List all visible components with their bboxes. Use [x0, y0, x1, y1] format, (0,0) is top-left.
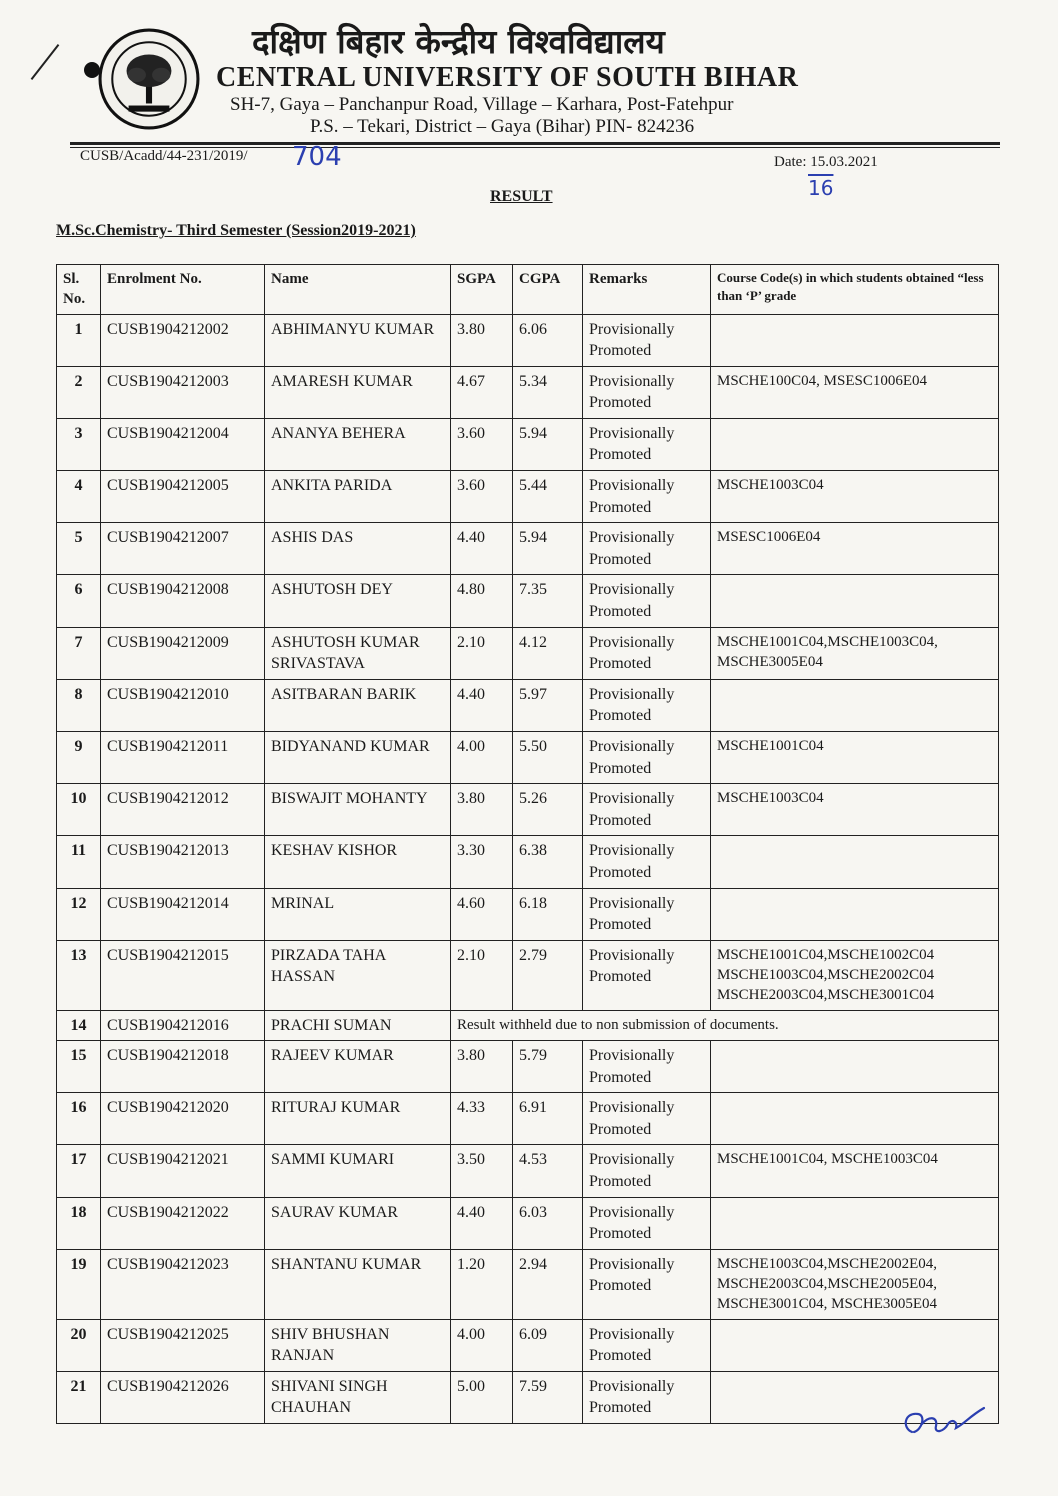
- cell-sl-no: 5: [57, 523, 101, 575]
- cell-sl-no: 14: [57, 1010, 101, 1041]
- cell-cgpa: 7.59: [513, 1371, 583, 1423]
- cell-remarks: Provisionally Promoted: [583, 1145, 711, 1197]
- table-row: [57, 732, 999, 784]
- issue-date: Date: 15.03.2021: [774, 154, 878, 170]
- cell-enrolment-no: CUSB1904212012: [101, 784, 265, 836]
- header-name: Name: [265, 265, 451, 315]
- table-row: [57, 418, 999, 470]
- cell-sl-no: 16: [57, 1093, 101, 1145]
- table-row: [57, 471, 999, 523]
- cell-cgpa: 4.53: [513, 1145, 583, 1197]
- table-row: [57, 836, 999, 888]
- table-row: [57, 1093, 999, 1145]
- cell-sl-no: 17: [57, 1145, 101, 1197]
- cell-sl-no: 18: [57, 1197, 101, 1249]
- cell-sl-no: 12: [57, 888, 101, 940]
- header-remarks: Remarks: [583, 265, 711, 315]
- cell-enrolment-no: CUSB1904212026: [101, 1371, 265, 1423]
- table-row: [57, 888, 999, 940]
- cell-course-codes: MSCHE1003C04,MSCHE2002E04, MSCHE2003C04,MSCHE2005E04, MSCHE3001C04, MSCHE3005E04: [711, 1249, 999, 1319]
- cell-sgpa: 3.60: [451, 418, 513, 470]
- cell-cgpa: 5.94: [513, 418, 583, 470]
- cell-cgpa: 5.94: [513, 523, 583, 575]
- cell-name: SHANTANU KUMAR: [265, 1249, 451, 1319]
- cell-cgpa: 6.09: [513, 1319, 583, 1371]
- header-rule-thick: [70, 142, 1000, 145]
- header-course-codes: Course Code(s) in which students obtained “less than ‘P’ grade: [711, 265, 999, 315]
- cell-name: MRINAL: [265, 888, 451, 940]
- cell-name: SAMMI KUMARI: [265, 1145, 451, 1197]
- cell-sgpa: 3.50: [451, 1145, 513, 1197]
- cell-cgpa: 6.91: [513, 1093, 583, 1145]
- cell-sgpa: 3.80: [451, 784, 513, 836]
- handwritten-signature: [898, 1402, 990, 1446]
- cell-course-codes: MSCHE100C04, MSESC1006E04: [711, 366, 999, 418]
- cell-remarks: Provisionally Promoted: [583, 627, 711, 679]
- cell-enrolment-no: CUSB1904212023: [101, 1249, 265, 1319]
- cell-cgpa: 5.50: [513, 732, 583, 784]
- cell-sl-no: 2: [57, 366, 101, 418]
- cell-sgpa: 4.80: [451, 575, 513, 627]
- cell-sl-no: 21: [57, 1371, 101, 1423]
- cell-sl-no: 6: [57, 575, 101, 627]
- table-row: [57, 1145, 999, 1197]
- document-title: RESULT: [490, 188, 553, 205]
- cell-enrolment-no: CUSB1904212011: [101, 732, 265, 784]
- cell-cgpa: 7.35: [513, 575, 583, 627]
- cell-course-codes: MSCHE1003C04: [711, 784, 999, 836]
- cell-sgpa: 4.00: [451, 732, 513, 784]
- cell-enrolment-no: CUSB1904212013: [101, 836, 265, 888]
- cell-course-codes: [711, 888, 999, 940]
- table-row: [57, 366, 999, 418]
- cell-sl-no: 9: [57, 732, 101, 784]
- cell-course-codes: [711, 418, 999, 470]
- cell-remarks: Provisionally Promoted: [583, 1093, 711, 1145]
- handwritten-reference-number: 704: [292, 142, 342, 172]
- cell-remarks: Provisionally Promoted: [583, 1249, 711, 1319]
- pen-stroke-mark: [31, 44, 60, 80]
- cell-enrolment-no: CUSB1904212007: [101, 523, 265, 575]
- cell-sl-no: 4: [57, 471, 101, 523]
- cell-sgpa: 4.40: [451, 1197, 513, 1249]
- cell-enrolment-no: CUSB1904212016: [101, 1010, 265, 1041]
- cell-sgpa: 4.33: [451, 1093, 513, 1145]
- table-row: [57, 1010, 999, 1041]
- cell-sgpa: 4.40: [451, 523, 513, 575]
- cell-cgpa: 5.79: [513, 1041, 583, 1093]
- cell-name: KESHAV KISHOR: [265, 836, 451, 888]
- results-table-body: [57, 314, 999, 1423]
- cell-remarks: Provisionally Promoted: [583, 888, 711, 940]
- cell-enrolment-no: CUSB1904212005: [101, 471, 265, 523]
- cell-course-codes: [711, 1093, 999, 1145]
- cell-name: ASITBARAN BARIK: [265, 679, 451, 731]
- cell-sl-no: 19: [57, 1249, 101, 1319]
- university-name-hindi: दक्षिण बिहार केन्द्रीय विश्वविद्यालय: [252, 22, 665, 61]
- cell-remarks: Provisionally Promoted: [583, 679, 711, 731]
- cell-enrolment-no: CUSB1904212004: [101, 418, 265, 470]
- cell-sgpa: 3.60: [451, 471, 513, 523]
- table-row: [57, 1197, 999, 1249]
- table-row: [57, 1319, 999, 1371]
- cell-sgpa: 4.00: [451, 1319, 513, 1371]
- cell-name: RAJEEV KUMAR: [265, 1041, 451, 1093]
- cell-remarks: Provisionally Promoted: [583, 1371, 711, 1423]
- header-sl: Sl. No.: [57, 265, 101, 315]
- cell-remarks: Provisionally Promoted: [583, 366, 711, 418]
- cell-course-codes: [711, 836, 999, 888]
- cell-sgpa: 4.67: [451, 366, 513, 418]
- cell-course-codes: MSCHE1001C04, MSCHE1003C04: [711, 1145, 999, 1197]
- table-header-row: [57, 265, 999, 315]
- cell-course-codes: MSCHE1003C04: [711, 471, 999, 523]
- cell-course-codes: MSCHE1001C04: [711, 732, 999, 784]
- cell-sgpa: 2.10: [451, 940, 513, 1010]
- cell-enrolment-no: CUSB1904212008: [101, 575, 265, 627]
- table-row: [57, 314, 999, 366]
- cell-course-codes: [711, 1319, 999, 1371]
- cell-name: PIRZADA TAHA HASSAN: [265, 940, 451, 1010]
- table-row: [57, 1371, 999, 1423]
- table-row: [57, 575, 999, 627]
- cell-sgpa: 3.30: [451, 836, 513, 888]
- cell-remarks: Provisionally Promoted: [583, 1041, 711, 1093]
- cell-name: BISWAJIT MOHANTY: [265, 784, 451, 836]
- university-name-english: CENTRAL UNIVERSITY OF SOUTH BIHAR: [216, 62, 799, 93]
- header-sgpa: SGPA: [451, 265, 513, 315]
- cell-course-codes: [711, 314, 999, 366]
- cell-name: ASHUTOSH DEY: [265, 575, 451, 627]
- cell-name: SHIV BHUSHAN RANJAN: [265, 1319, 451, 1371]
- table-row: [57, 940, 999, 1010]
- cell-sl-no: 15: [57, 1041, 101, 1093]
- cell-sl-no: 7: [57, 627, 101, 679]
- cell-name: AMARESH KUMAR: [265, 366, 451, 418]
- cell-name: ASHIS DAS: [265, 523, 451, 575]
- cell-cgpa: 5.34: [513, 366, 583, 418]
- cell-cgpa: 2.79: [513, 940, 583, 1010]
- cell-sgpa: 4.40: [451, 679, 513, 731]
- cell-sl-no: 13: [57, 940, 101, 1010]
- cell-cgpa: 5.44: [513, 471, 583, 523]
- cell-sl-no: 20: [57, 1319, 101, 1371]
- cell-course-codes: MSESC1006E04: [711, 523, 999, 575]
- header-cgpa: CGPA: [513, 265, 583, 315]
- cell-course-codes: MSCHE1001C04,MSCHE1003C04, MSCHE3005E04: [711, 627, 999, 679]
- table-row: [57, 679, 999, 731]
- cell-course-codes: [711, 679, 999, 731]
- cell-sgpa: 3.80: [451, 314, 513, 366]
- cell-remarks: Provisionally Promoted: [583, 1319, 711, 1371]
- cell-sgpa: 3.80: [451, 1041, 513, 1093]
- table-row: [57, 627, 999, 679]
- cell-enrolment-no: CUSB1904212025: [101, 1319, 265, 1371]
- cell-cgpa: 6.06: [513, 314, 583, 366]
- cell-remarks: Provisionally Promoted: [583, 836, 711, 888]
- cell-remarks: Provisionally Promoted: [583, 575, 711, 627]
- cell-enrolment-no: CUSB1904212014: [101, 888, 265, 940]
- results-table: [56, 264, 999, 1424]
- cell-name: SAURAV KUMAR: [265, 1197, 451, 1249]
- table-row: [57, 1249, 999, 1319]
- cell-course-codes: [711, 1197, 999, 1249]
- cell-enrolment-no: CUSB1904212009: [101, 627, 265, 679]
- cell-name: ASHUTOSH KUMAR SRIVASTAVA: [265, 627, 451, 679]
- cell-sl-no: 3: [57, 418, 101, 470]
- cell-cgpa: 6.38: [513, 836, 583, 888]
- cell-name: SHIVANI SINGH CHAUHAN: [265, 1371, 451, 1423]
- cell-remarks: Provisionally Promoted: [583, 940, 711, 1010]
- cell-enrolment-no: CUSB1904212010: [101, 679, 265, 731]
- table-row: [57, 523, 999, 575]
- cell-withheld-note: Result withheld due to non submission of documents.: [451, 1010, 999, 1041]
- cell-cgpa: 6.18: [513, 888, 583, 940]
- cell-enrolment-no: CUSB1904212022: [101, 1197, 265, 1249]
- cell-name: PRACHI SUMAN: [265, 1010, 451, 1041]
- cell-sgpa: 2.10: [451, 627, 513, 679]
- cell-name: ANANYA BEHERA: [265, 418, 451, 470]
- cell-course-codes: MSCHE1001C04,MSCHE1002C04 MSCHE1003C04,MSCHE2002C04 MSCHE2003C04,MSCHE3001C04: [711, 940, 999, 1010]
- cell-name: ANKITA PARIDA: [265, 471, 451, 523]
- cell-sgpa: 1.20: [451, 1249, 513, 1319]
- cell-enrolment-no: CUSB1904212020: [101, 1093, 265, 1145]
- cell-enrolment-no: CUSB1904212003: [101, 366, 265, 418]
- cell-sl-no: 11: [57, 836, 101, 888]
- cell-cgpa: 5.97: [513, 679, 583, 731]
- table-row: [57, 784, 999, 836]
- program-title: M.Sc.Chemistry- Third Semester (Session2019-2021): [56, 222, 416, 239]
- cell-cgpa: 5.26: [513, 784, 583, 836]
- handwritten-mark: 16: [808, 176, 834, 200]
- cell-remarks: Provisionally Promoted: [583, 732, 711, 784]
- cell-cgpa: 2.94: [513, 1249, 583, 1319]
- cell-remarks: Provisionally Promoted: [583, 418, 711, 470]
- header-enrolment: Enrolment No.: [101, 265, 265, 315]
- cell-sgpa: 5.00: [451, 1371, 513, 1423]
- cell-enrolment-no: CUSB1904212015: [101, 940, 265, 1010]
- cell-remarks: Provisionally Promoted: [583, 784, 711, 836]
- cell-cgpa: 6.03: [513, 1197, 583, 1249]
- table-row: [57, 1041, 999, 1093]
- cell-sl-no: 1: [57, 314, 101, 366]
- cell-remarks: Provisionally Promoted: [583, 471, 711, 523]
- cell-name: RITURAJ KUMAR: [265, 1093, 451, 1145]
- cell-course-codes: [711, 575, 999, 627]
- cell-sl-no: 8: [57, 679, 101, 731]
- university-seal-logo: [98, 28, 200, 130]
- cell-remarks: Provisionally Promoted: [583, 1197, 711, 1249]
- cell-course-codes: [711, 1041, 999, 1093]
- cell-cgpa: 4.12: [513, 627, 583, 679]
- cell-name: ABHIMANYU KUMAR: [265, 314, 451, 366]
- cell-enrolment-no: CUSB1904212002: [101, 314, 265, 366]
- address-line-1: SH-7, Gaya – Panchanpur Road, Village – Karhara, Post-Fatehpur: [230, 94, 734, 115]
- cell-sgpa: 4.60: [451, 888, 513, 940]
- cell-remarks: Provisionally Promoted: [583, 523, 711, 575]
- reference-number: CUSB/Acadd/44-231/2019/: [80, 148, 248, 164]
- address-line-2: P.S. – Tekari, District – Gaya (Bihar) PIN- 824236: [310, 116, 695, 137]
- cell-remarks: Provisionally Promoted: [583, 314, 711, 366]
- cell-enrolment-no: CUSB1904212021: [101, 1145, 265, 1197]
- cell-sl-no: 10: [57, 784, 101, 836]
- cell-enrolment-no: CUSB1904212018: [101, 1041, 265, 1093]
- cell-name: BIDYANAND KUMAR: [265, 732, 451, 784]
